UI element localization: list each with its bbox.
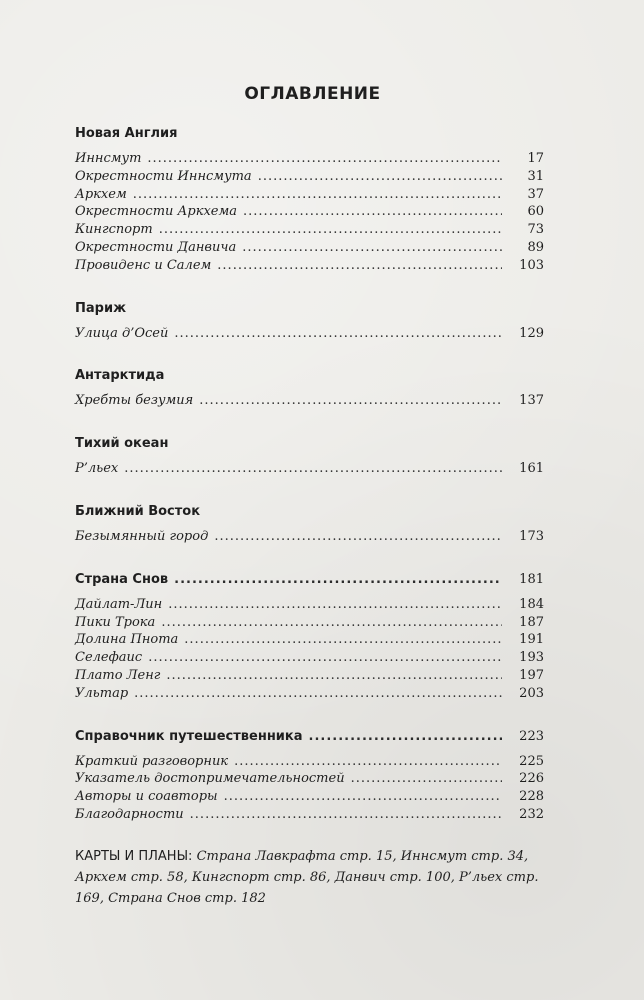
toc-entry[interactable]	[75, 631, 544, 649]
entry-page: 226	[519, 771, 544, 787]
dot-leader	[148, 649, 502, 667]
dot-leader	[161, 614, 502, 632]
toc-entry[interactable]	[75, 325, 544, 343]
entry-label: Аркхем	[75, 186, 127, 202]
entry-label: Кингспорт	[75, 222, 153, 238]
toc-section-antarctica	[75, 366, 544, 410]
toc-entry[interactable]	[75, 806, 544, 824]
entry-label: Улица д’Осей	[75, 325, 169, 341]
entry-page: 31	[527, 168, 544, 184]
toc-entry[interactable]	[75, 257, 544, 275]
toc-entry[interactable]	[75, 596, 544, 614]
entry-page: 187	[519, 614, 544, 630]
entry-label: Указатель достопримечательностей	[75, 771, 345, 787]
section-heading-entry[interactable]	[75, 727, 544, 747]
dot-leader	[199, 392, 502, 410]
dot-leader	[174, 325, 502, 343]
entry-label: Окрестности Данвича	[75, 239, 237, 255]
toc-section-pacific	[75, 434, 544, 478]
entry-page: 161	[519, 461, 544, 477]
dot-leader	[224, 788, 502, 806]
dot-leader	[234, 753, 502, 771]
table-of-contents-page	[75, 84, 544, 909]
toc-section-paris	[75, 299, 544, 343]
entry-page: 193	[519, 650, 544, 666]
section-heading: Антарктида	[75, 368, 165, 384]
toc-entry[interactable]	[75, 392, 544, 410]
toc-entry[interactable]	[75, 221, 544, 239]
entry-page: 129	[519, 325, 544, 341]
entry-label: Ультар	[75, 685, 129, 701]
dot-leader	[184, 631, 502, 649]
entry-label: Провиденс и Салем	[75, 257, 212, 273]
entry-label: Селефаис	[75, 650, 143, 666]
toc-entry[interactable]	[75, 186, 544, 204]
dot-leader	[258, 168, 502, 186]
toc-entry[interactable]	[75, 528, 544, 546]
dot-leader	[243, 203, 502, 221]
entry-page: 197	[519, 667, 544, 683]
entry-page: 17	[527, 151, 544, 166]
entry-page: 173	[519, 528, 544, 544]
section-heading: Париж	[75, 300, 127, 316]
entry-page: 225	[519, 753, 544, 769]
toc-entry[interactable]	[75, 667, 544, 685]
entry-label: Безымянный город	[75, 528, 209, 544]
toc-entry[interactable]	[75, 770, 544, 788]
toc-entry[interactable]	[75, 614, 544, 632]
section-heading: Справочник путешественника	[75, 728, 303, 744]
entry-page: 137	[519, 393, 544, 409]
dot-leader	[147, 150, 502, 168]
entry-page: 73	[527, 222, 544, 238]
entry-page: 191	[519, 632, 544, 648]
toc-entry[interactable]	[75, 753, 544, 771]
section-heading: Ближний Восток	[75, 503, 201, 519]
dot-leader	[214, 528, 502, 546]
section-heading: Новая Англия	[75, 126, 178, 141]
entry-label: Окрестности Аркхема	[75, 204, 238, 220]
entry-page: 232	[519, 806, 544, 822]
entry-label: Авторы и соавторы	[75, 789, 218, 805]
entry-label: Р’льех	[75, 461, 119, 477]
maps-and-plans-note	[75, 846, 544, 909]
dot-leader	[133, 186, 502, 204]
page-title: ОГЛАВЛЕНИЕ	[244, 84, 381, 104]
dot-leader	[190, 806, 502, 824]
maps-label: КАРТЫ И ПЛАНЫ:	[75, 848, 193, 864]
dot-leader	[134, 685, 502, 703]
entry-label: Плато Ленг	[75, 667, 161, 683]
entry-page: 228	[519, 789, 544, 805]
dot-leader	[174, 570, 502, 590]
section-page: 181	[519, 571, 544, 587]
toc-entry[interactable]	[75, 168, 544, 186]
entry-label: Пики Трока	[75, 614, 156, 630]
dot-leader	[166, 667, 502, 685]
entry-label: Хребты безумия	[75, 393, 194, 409]
dot-leader	[309, 727, 502, 747]
toc-entry[interactable]	[75, 203, 544, 221]
entry-label: Иннсмут	[75, 151, 142, 166]
dot-leader	[351, 770, 502, 788]
entry-label: Благодарности	[75, 806, 184, 822]
dot-leader	[168, 596, 502, 614]
toc-section-middle-east	[75, 502, 544, 546]
entry-page: 203	[519, 685, 544, 701]
entry-label: Окрестности Иннсмута	[75, 168, 252, 184]
entry-page: 37	[527, 186, 544, 202]
section-heading: Тихий океан	[75, 436, 169, 452]
maps-list: Страна Лавкрафта стр. 15, Иннсмут стр. 34, Аркхем стр. 58, Кингспорт стр. 86, Данвич стр. 100, Р’льех стр. 169, Страна Снов стр. 182	[75, 848, 539, 906]
toc-section-travelers-guide	[75, 727, 544, 824]
entry-page: 184	[519, 596, 544, 612]
section-heading-entry[interactable]	[75, 570, 544, 590]
toc-entry[interactable]	[75, 150, 544, 168]
toc-entry[interactable]	[75, 649, 544, 667]
section-heading: Страна Снов	[75, 571, 169, 587]
entry-page: 89	[527, 239, 544, 255]
entry-page: 60	[527, 204, 544, 220]
toc-section-dreamlands	[75, 570, 544, 703]
toc-section-new-england	[75, 124, 544, 275]
dot-leader	[242, 239, 502, 257]
dot-leader	[217, 257, 502, 275]
toc-entry[interactable]	[75, 460, 544, 478]
toc-entry[interactable]	[75, 788, 544, 806]
entry-label: Краткий разговорник	[75, 753, 229, 769]
toc-entry[interactable]	[75, 685, 544, 703]
entry-label: Дайлат-Лин	[75, 596, 163, 612]
section-page: 223	[519, 728, 544, 744]
entry-label: Долина Пнота	[75, 632, 179, 648]
dot-leader	[124, 460, 502, 478]
dot-leader	[159, 221, 502, 239]
entry-page: 103	[519, 257, 544, 273]
toc-entry[interactable]	[75, 239, 544, 257]
